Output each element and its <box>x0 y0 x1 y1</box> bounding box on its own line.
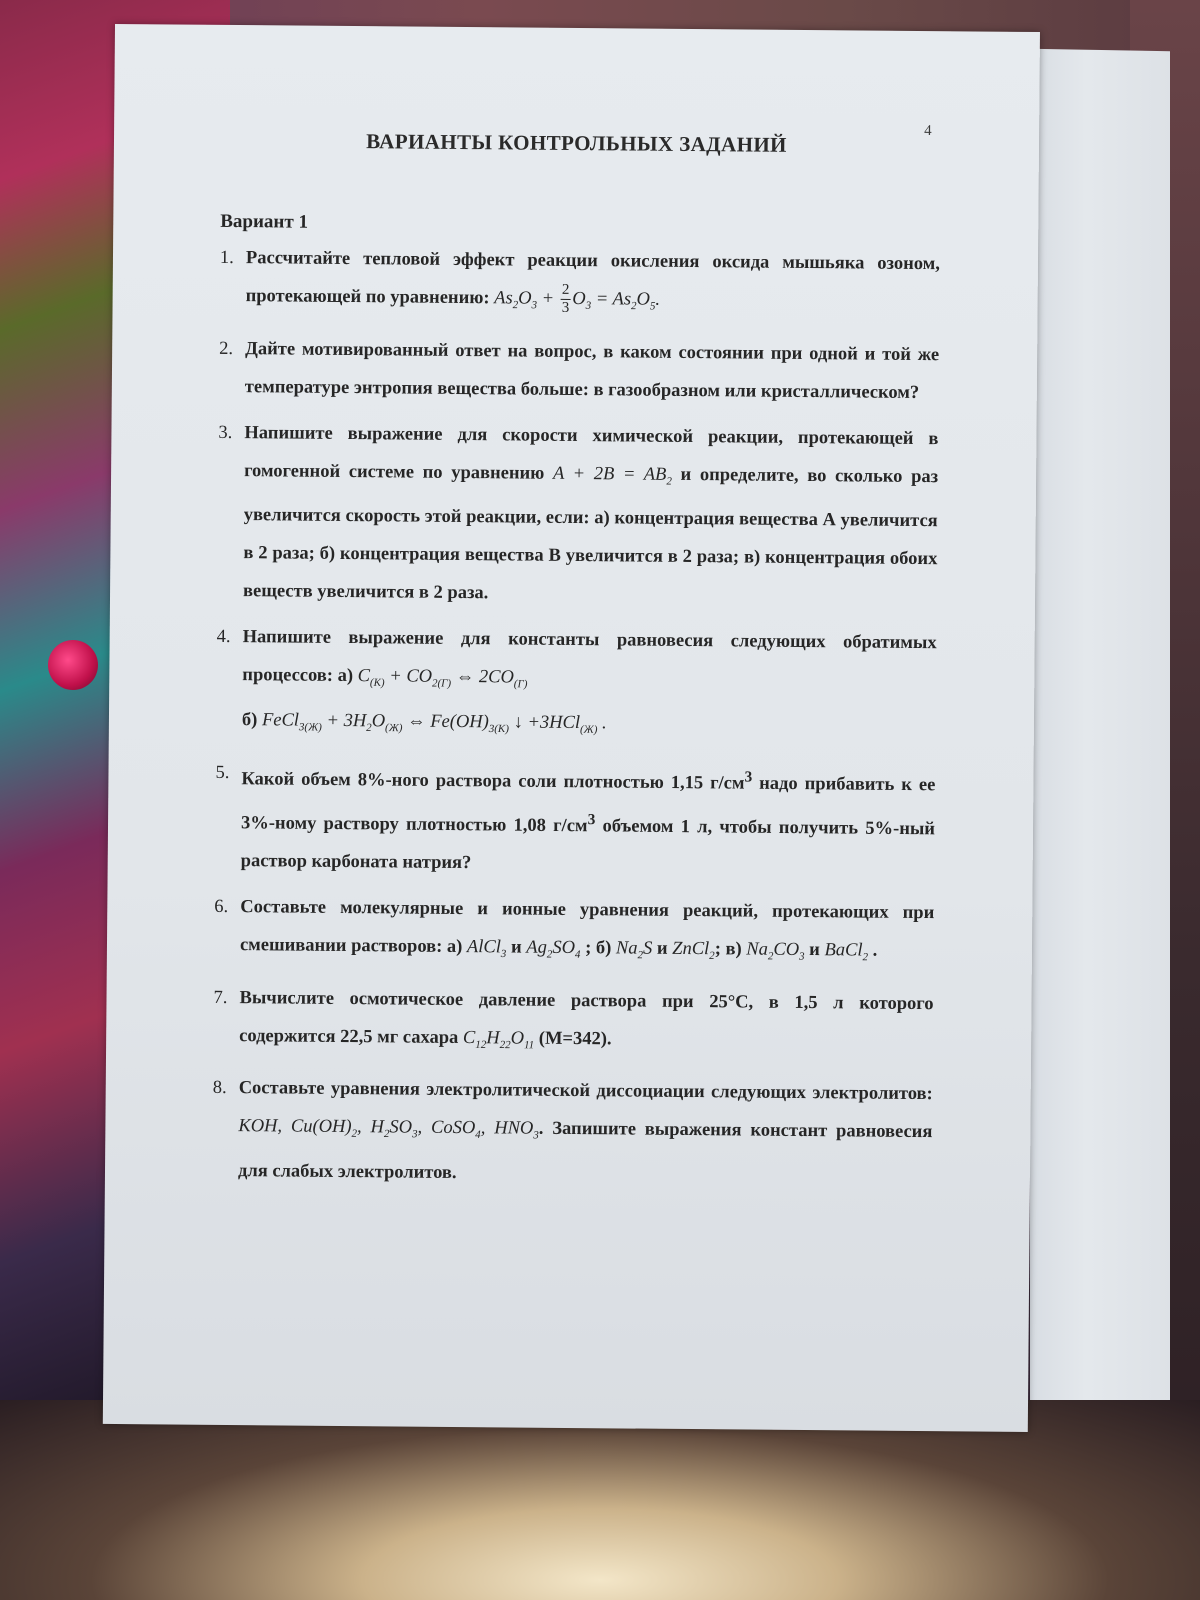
task-formula <box>615 938 653 962</box>
formula-part: FeCl <box>261 710 300 731</box>
task-text: . <box>867 940 878 961</box>
task-text: . Запишите выражения констант равновесия для слабых электролитов. <box>237 1119 933 1184</box>
formula-sub: (Ж) <box>579 723 598 736</box>
formula-sub: 3(К) <box>488 723 509 736</box>
formula-sub: 2 <box>351 1128 358 1141</box>
task-1 <box>219 239 940 328</box>
formula-part: + CO <box>384 666 433 688</box>
page-title: ВАРИАНТЫ КОНТРОЛЬНЫХ ЗАДАНИЙ <box>366 129 787 157</box>
task-number: 1. <box>219 247 234 269</box>
task-number: 3. <box>218 422 233 443</box>
formula-sub: 2 <box>666 475 672 488</box>
task-text: Составьте молекулярные и ионные уравнения реакций, протекающих при смешивании растворов: а) <box>239 897 935 958</box>
task-list <box>212 239 940 1196</box>
task-formula-b <box>261 710 607 736</box>
task-number: 2. <box>219 338 234 359</box>
formula-sub: 2 <box>512 299 519 312</box>
variant-heading: Вариант 1 <box>220 210 309 233</box>
task-number: 5. <box>215 762 230 783</box>
formula-sub: 3 <box>500 948 507 961</box>
formula-part: . <box>597 713 607 734</box>
task-formula <box>526 937 581 961</box>
fraction-numerator: 2 <box>561 282 571 300</box>
fraction-denominator: 3 <box>561 300 570 317</box>
task-text: надо прибавить к ее 3%-ному раствору плотностью 1,08 г/см <box>240 773 936 837</box>
formula-part: = <box>591 289 613 310</box>
formula-part: O <box>572 288 586 310</box>
formula-sub: 3 <box>798 950 805 963</box>
formula-part: As <box>612 289 632 310</box>
task-text: Рассчитайте тепловой эффект реакции окисления оксида мышьяка озоном, протекающей по уравнению: <box>245 248 941 309</box>
superscript: 3 <box>587 811 596 829</box>
task-number: 8. <box>212 1078 227 1099</box>
task-text: ; б) <box>580 938 617 959</box>
formula-part: O <box>510 1028 525 1049</box>
formula-part: , H <box>356 1117 385 1138</box>
task-text: Вычислите осмотическое давление раствора при 25°С, в 1,5 л которого содержится 22,5 мг сахара <box>239 987 934 1048</box>
formula-part: KOH, Cu(OH) <box>238 1116 352 1138</box>
superscript: 3 <box>744 768 753 786</box>
formula-part: . <box>655 289 661 310</box>
task-formula <box>462 1027 535 1052</box>
formula-sub: (Ж) <box>385 722 403 735</box>
formula-part: ZnCl <box>672 938 710 960</box>
task-text: Какой объем 8%-ного раствора соли плотностью 1,15 г/см <box>241 769 745 794</box>
task-text: и <box>804 940 825 961</box>
task-number: 6. <box>214 896 229 918</box>
formula-part: ⇔ Fe(OH) <box>402 711 489 733</box>
task-8 <box>212 1069 933 1196</box>
fraction <box>561 282 571 317</box>
task-text: объемом 1 л, чтобы получить 5%-ный раствор карбоната натрия? <box>240 816 936 874</box>
task-text: и <box>652 938 673 959</box>
task-4 <box>216 618 937 752</box>
task-formula <box>746 940 804 961</box>
formula-sub: 2 <box>383 1128 390 1141</box>
page-number: 4 <box>924 123 932 140</box>
task-2 <box>219 330 940 412</box>
formula-part: H <box>486 1027 500 1049</box>
task-3 <box>217 414 939 617</box>
task-text: (М=342). <box>534 1028 612 1050</box>
task-formula <box>238 1117 539 1140</box>
page-content <box>212 207 941 1204</box>
formula-sub: 3 <box>411 1128 418 1141</box>
formula-sub: 3(Ж) <box>298 721 322 734</box>
task-text: Напишите выражение для скорости химической реакции, протекающей в гомогенной системе по уравнению <box>244 422 939 484</box>
formula-part: BaCl <box>824 940 863 961</box>
task-formula-a <box>357 666 528 691</box>
task-4-subline <box>242 701 936 752</box>
formula-part: O <box>371 711 386 732</box>
formula-part: O <box>636 289 651 310</box>
task-formula <box>824 940 869 964</box>
task-text: Напишите выражение для константы равновесия следующих обратимых процессов: а) <box>242 627 937 687</box>
formula-sub: 2(Г) <box>431 677 452 690</box>
task-5 <box>215 754 936 887</box>
formula-sub: 2 <box>546 948 553 961</box>
formula-part: SO <box>552 937 576 959</box>
formula-part: , HNO <box>480 1118 534 1140</box>
fabric-button <box>48 640 98 690</box>
formula-part: A + 2B = AB <box>552 463 667 485</box>
formula-part: ⇔ 2CO <box>451 667 514 688</box>
formula-sub: (Г) <box>513 678 528 691</box>
formula-part: + <box>536 288 559 309</box>
task-text: и определите, во сколько раз увеличится скорость этой реакции, если: а) концентрация вещества А увеличится в 2 раза; б) концентрация вещества В увеличится в 2 раза; в) концентрация обоих веществ увеличится в 2 раза. <box>242 464 939 604</box>
formula-part: As <box>494 288 513 309</box>
formula-part: Na <box>746 939 768 960</box>
formula-part: C <box>357 666 371 687</box>
formula-part: ↓ +3HCl <box>508 712 581 734</box>
task-text: и <box>506 937 527 958</box>
task-7 <box>213 979 934 1068</box>
formula-sub: 2 <box>630 300 637 313</box>
task-6 <box>214 888 935 977</box>
formula-sub: 2 <box>767 950 774 963</box>
task-text: ; в) <box>714 939 747 960</box>
task-number: 7. <box>213 987 228 1008</box>
task-formula <box>466 937 507 961</box>
formula-sub: 3 <box>533 1129 539 1142</box>
formula-part: SO <box>389 1117 413 1139</box>
formula-part: C <box>462 1027 476 1048</box>
formula-part: CO <box>773 939 800 961</box>
task-formula <box>494 282 661 317</box>
formula-part: S <box>642 938 653 959</box>
formula-sub: 11 <box>523 1039 535 1052</box>
formula-part: + 3H <box>321 710 367 732</box>
formula-sub: 4 <box>574 948 581 961</box>
formula-sub: 2 <box>709 949 715 962</box>
facing-page <box>1030 49 1170 1451</box>
formula-part: , CoSO <box>417 1118 476 1139</box>
task-number: 4. <box>216 627 231 648</box>
formula-sub: 2 <box>637 949 644 962</box>
formula-sub: 12 <box>475 1038 487 1051</box>
formula-sub: 22 <box>499 1038 511 1051</box>
formula-part: Na <box>615 938 638 959</box>
task-formula <box>552 463 672 488</box>
formula-part: AlCl <box>466 937 501 958</box>
formula-sub: 3 <box>585 299 592 312</box>
task-text: Составьте уравнения электролитической диссоциации следующих электролитов: <box>238 1078 933 1105</box>
formula-sub: 2 <box>862 951 869 964</box>
formula-sub: 2 <box>366 721 372 734</box>
formula-part: O <box>518 288 532 309</box>
formula-sub: 3 <box>531 299 538 312</box>
task-text: Дайте мотивированный ответ на вопрос, в каком состоянии при одной и той же температуре энтропия вещества больше: в газообразном или кристаллическом? <box>244 338 940 403</box>
task-text: б) <box>241 710 263 731</box>
formula-sub: 5 <box>649 300 656 313</box>
task-formula <box>672 938 715 962</box>
formula-sub: 4 <box>475 1129 481 1142</box>
document-page <box>103 24 1040 1432</box>
formula-part: Ag <box>526 937 547 958</box>
formula-sub: (К) <box>369 677 385 690</box>
